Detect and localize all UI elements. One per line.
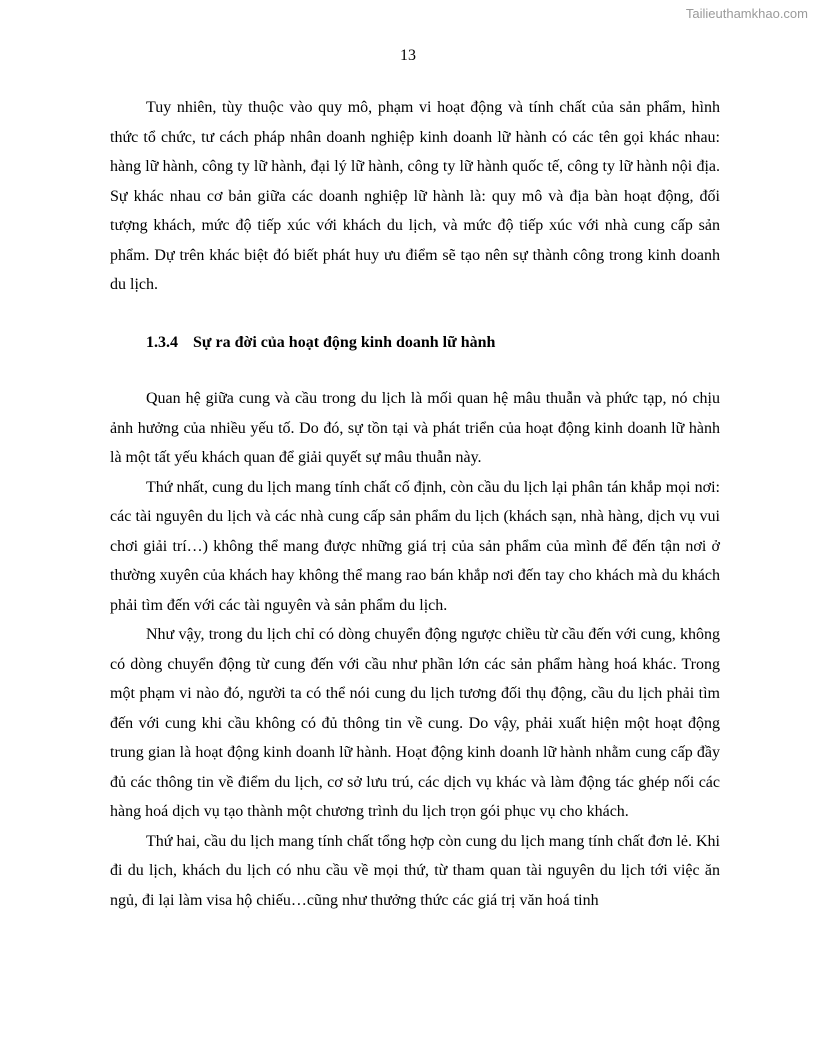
paragraph: Thứ nhất, cung du lịch mang tính chất cố định, còn cầu du lịch lại phân tán khắp mọi nơi: các tài nguyên du lịch và các nhà cung cấp sản phẩm du lịch (khách sạn, nhà hàng, dịch vụ vui chơi giải trí…) không thể mang được những giá trị của sản phẩm của mình để đến tận nơi ở thường xuyên của khách hay không thể mang rao bán khắp nơi đến tay cho khách mà du khách phải tìm đến với các tài nguyên và sản phẩm du lịch. [110, 478, 720, 614]
paragraph: Quan hệ giữa cung và cầu trong du lịch là mối quan hệ mâu thuẫn và phức tạp, nó chịu ảnh hưởng của nhiều yếu tố. Do đó, sự tồn tại và phát triển của hoạt động kinh doanh lữ hành là một tất yếu khách quan để giải quyết sự mâu thuẫn này. [110, 390, 720, 466]
paragraph: Tuy nhiên, tùy thuộc vào quy mô, phạm vi hoạt động và tính chất của sản phẩm, hình thức tổ chức, tư cách pháp nhân doanh nghiệp kinh doanh lữ hành có các tên gọi khác nhau: hàng lữ hành, công ty lữ hành, đại lý lữ hành, công ty lữ hành quốc tế, công ty lữ hành nội địa. Sự khác nhau cơ bản giữa các doanh nghiệp lữ hành là: quy mô và địa bàn hoạt động, đối tượng khách, mức độ tiếp xúc với khách du lịch, và mức độ tiếp xúc với nhà cung cấp sản phẩm. Dự trên khác biệt đó biết phát huy ưu điểm sẽ tạo nên sự thành công trong kinh doanh du lịch. [110, 99, 720, 293]
document-body [110, 93, 720, 915]
watermark: Tailieuthamkhao.com [685, 6, 808, 21]
paragraph: Như vậy, trong du lịch chỉ có dòng chuyển động ngược chiều từ cầu đến với cung, không có dòng chuyển động từ cung đến với cầu như phần lớn các sản phẩm hàng hoá khác. Trong một phạm vi nào đó, người ta có thể nói cung du lịch tương đối thụ động, cầu du lịch phải tìm đến với cung khi cầu không có đủ thông tin về cung. Do vậy, phải xuất hiện một hoạt động trung gian là hoạt động kinh doanh lữ hành. Hoạt động kinh doanh lữ hành nhằm cung cấp đầy đủ các thông tin về điểm du lịch, cơ sở lưu trú, các dịch vụ khác và làm động tác ghép nối các hàng hoá dịch vụ tạo thành một chương trình du lịch trọn gói phục vụ cho khách. [110, 626, 720, 820]
page-number: 13 [400, 47, 416, 64]
section-heading [110, 328, 720, 358]
paragraph: Thứ hai, cầu du lịch mang tính chất tổng hợp còn cung du lịch mang tính chất đơn lẻ. Khi đi du lịch, khách du lịch có nhu cầu về mọi thứ, từ tham quan tài nguyên du lịch tới việc ăn ngủ, đi lại làm visa hộ chiếu…cũng như thưởng thức các giá trị văn hoá tinh [110, 832, 720, 909]
section-number: 1.3.4 [146, 333, 178, 351]
section-title: Sự ra đời của hoạt động kinh doanh lữ hành [193, 333, 496, 351]
